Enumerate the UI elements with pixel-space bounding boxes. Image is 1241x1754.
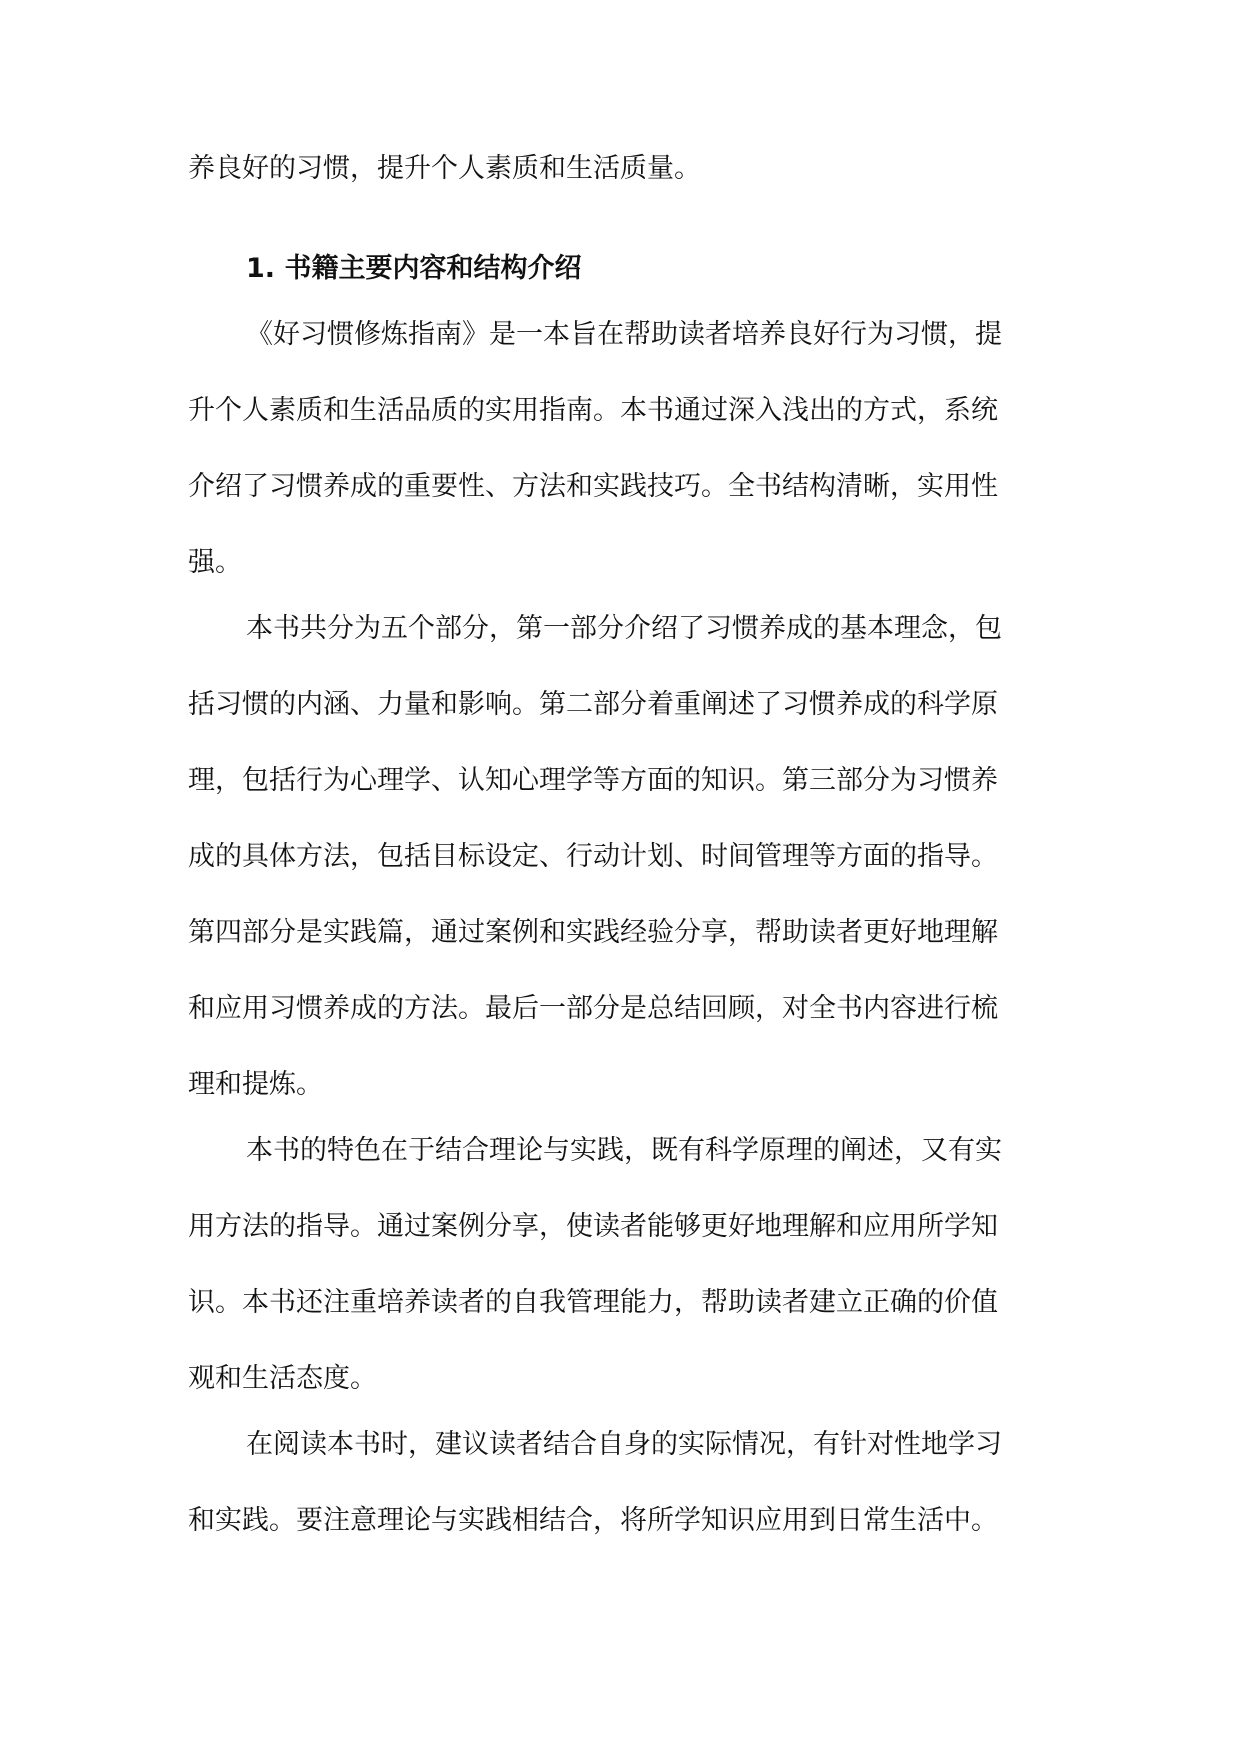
- text-line: 《好习惯修炼指南》是一本旨在帮助读者培养良好行为习惯，提: [246, 319, 1002, 350]
- text-line: 识。本书还注重培养读者的自我管理能力，帮助读者建立正确的价值: [188, 1287, 998, 1318]
- text-line: 养良好的习惯，提升个人素质和生活质量。: [188, 153, 701, 184]
- text-line: 用方法的指导。通过案例分享，使读者能够更好地理解和应用所学知: [188, 1211, 998, 1242]
- text-line: 介绍了习惯养成的重要性、方法和实践技巧。全书结构清晰，实用性: [188, 471, 998, 502]
- text-line: 在阅读本书时，建议读者结合自身的实际情况，有针对性地学习: [246, 1429, 1002, 1460]
- document-body: [188, 142, 1050, 1570]
- text-line: 强。: [188, 547, 242, 578]
- text-line: 和实践。要注意理论与实践相结合，将所学知识应用到日常生活中。: [188, 1505, 998, 1536]
- text-line: 成的具体方法，包括目标设定、行动计划、时间管理等方面的指导。: [188, 841, 998, 872]
- text-line: 第四部分是实践篇，通过案例和实践经验分享，帮助读者更好地理解: [188, 917, 998, 948]
- text-line: 理和提炼。: [188, 1069, 323, 1100]
- section-heading: 1. 书籍主要内容和结构介绍: [246, 253, 582, 284]
- text-line: 理，包括行为心理学、认知心理学等方面的知识。第三部分为习惯养: [188, 765, 998, 796]
- text-line: 本书的特色在于结合理论与实践，既有科学原理的阐述，又有实: [246, 1135, 1002, 1166]
- text-line: 括习惯的内涵、力量和影响。第二部分着重阐述了习惯养成的科学原: [188, 689, 998, 720]
- text-line: 升个人素质和生活品质的实用指南。本书通过深入浅出的方式，系统: [188, 395, 998, 426]
- text-line: 观和生活态度。: [188, 1363, 377, 1394]
- text-line: 本书共分为五个部分，第一部分介绍了习惯养成的基本理念，包: [246, 613, 1002, 644]
- text-line: 和应用习惯养成的方法。最后一部分是总结回顾，对全书内容进行梳: [188, 993, 998, 1024]
